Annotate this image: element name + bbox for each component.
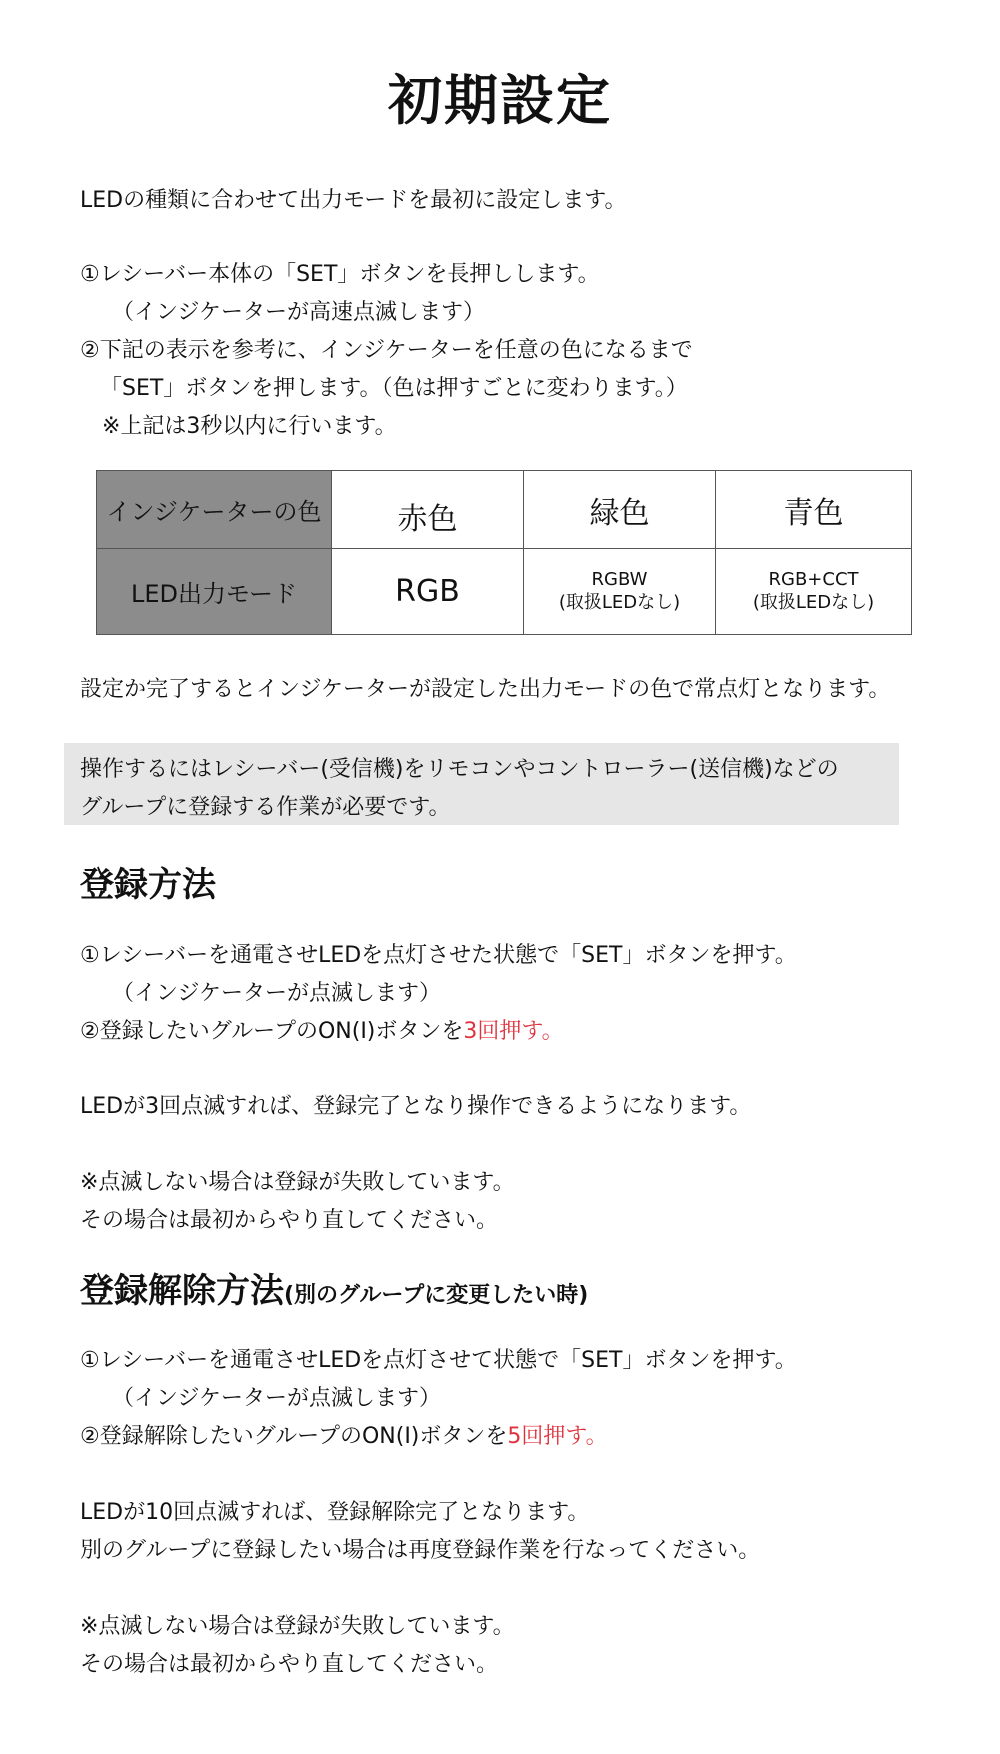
mode-label: RGBW <box>591 569 648 590</box>
unregister-step-1-note: （インジケーターが点滅します） <box>112 1386 442 1411</box>
unregister-result-1: LEDが10回点滅すれば、登録解除完了となります。 <box>80 1500 590 1525</box>
register-step-1-note: （インジケーターが点滅します） <box>112 981 442 1006</box>
unregister-step-2-prefix: ②登録解除したいグループのON(I)ボタンを <box>80 1424 508 1449</box>
color-cell-blue: 青色 <box>716 471 912 549</box>
register-result: LEDが3回点滅すれば、登録完了となり操作できるようになります。 <box>80 1094 752 1119</box>
mode-label: RGB <box>395 574 460 609</box>
color-cell-red: 赤色 <box>332 471 524 549</box>
register-fail-note-1: ※点滅しない場合は登録が失敗しています。 <box>80 1170 515 1195</box>
unregister-step-2 <box>80 1426 608 1448</box>
mode-label: RGB+CCT <box>768 569 859 590</box>
output-mode-row <box>97 549 912 635</box>
setup-step-2-cont: 「SET」ボタンを押します。（色は押すごとに変わります。） <box>100 376 688 401</box>
unregister-heading-main: 登録解除方法 <box>80 1271 284 1311</box>
mode-cell-rgbcct <box>716 549 912 635</box>
notice-line-1: 操作するにはレシーバー(受信機)をリモコンやコントローラー(送信機)などの <box>80 757 839 782</box>
unregister-fail-note-1: ※点滅しない場合は登録が失敗しています。 <box>80 1614 515 1639</box>
register-fail-note-2: その場合は最初からやり直してください。 <box>80 1208 499 1233</box>
indicator-mode-table <box>96 470 912 635</box>
register-step-2 <box>80 1021 564 1043</box>
indicator-color-row <box>97 471 912 549</box>
indicator-color-header: インジケーターの色 <box>97 471 332 549</box>
setup-step-1: ①レシーバー本体の「SET」ボタンを長押しします。 <box>80 262 600 287</box>
intro-text: LEDの種類に合わせて出力モードを最初に設定します。 <box>80 188 627 213</box>
notice-box <box>64 743 899 825</box>
mode-note: (取扱LEDなし) <box>752 591 875 613</box>
unregister-press-count: 5回押す。 <box>507 1424 608 1449</box>
register-step-1: ①レシーバーを通電させLEDを点灯させた状態で「SET」ボタンを押す。 <box>80 943 797 968</box>
notice-line-2: グループに登録する作業が必要です。 <box>80 795 451 820</box>
unregister-step-1: ①レシーバーを通電させLEDを点灯させて状態で「SET」ボタンを押す。 <box>80 1348 797 1373</box>
mode-cell-rgbw <box>524 549 716 635</box>
after-setup-text: 設定か完了するとインジケーターが設定した出力モードの色で常点灯となります。 <box>80 677 891 702</box>
output-mode-header: LED出力モード <box>97 549 332 635</box>
mode-cell-rgb <box>332 549 524 635</box>
register-press-count: 3回押す。 <box>463 1019 564 1044</box>
setup-step-2-note: ※上記は3秒以内に行います。 <box>102 414 397 439</box>
unregister-fail-note-2: その場合は最初からやり直してください。 <box>80 1652 499 1677</box>
unregister-heading <box>80 1271 589 1311</box>
unregister-result-2: 別のグループに登録したい場合は再度登録作業を行なってください。 <box>80 1538 761 1563</box>
page-title: 初期設定 <box>388 69 612 132</box>
setup-step-1-note: （インジケーターが高速点滅します） <box>112 300 486 325</box>
color-cell-green: 緑色 <box>524 471 716 549</box>
setup-step-2: ②下記の表示を参考に、インジケーターを任意の色になるまで <box>80 338 693 363</box>
register-heading: 登録方法 <box>80 865 216 905</box>
mode-note: (取扱LEDなし) <box>558 591 681 613</box>
register-step-2-prefix: ②登録したいグループのON(I)ボタンを <box>80 1019 464 1044</box>
unregister-heading-sub: (別のグループに変更したい時) <box>284 1283 589 1308</box>
